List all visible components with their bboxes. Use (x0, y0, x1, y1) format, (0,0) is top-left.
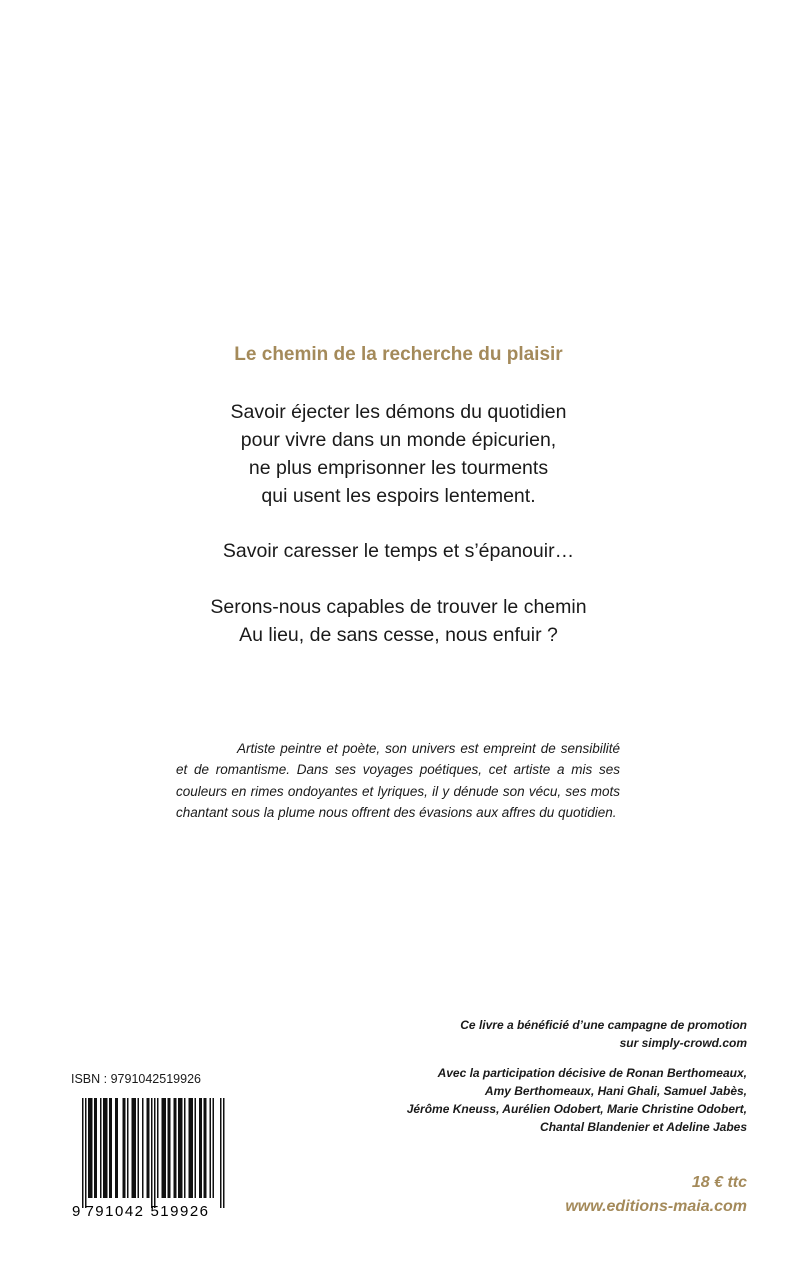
barcode-bar (91, 1098, 93, 1198)
barcode-bar (165, 1098, 167, 1198)
poem-stanza-2 (0, 537, 797, 565)
barcode-bar (192, 1098, 194, 1198)
barcode-bar (199, 1098, 201, 1198)
barcode-bar (180, 1098, 182, 1198)
barcode-bar (133, 1098, 135, 1198)
barcode-bar (178, 1098, 180, 1198)
barcode-bar (190, 1098, 192, 1198)
barcode-bar (169, 1098, 171, 1198)
barcode-bar (142, 1098, 144, 1198)
barcode-graphic (70, 1094, 230, 1220)
barcode-bar (174, 1098, 176, 1198)
barcode-bar (201, 1098, 203, 1198)
participation-line: Chantal Blandenier et Adeline Jabes (540, 1120, 747, 1134)
barcode-bar (204, 1098, 206, 1198)
barcode-bar (162, 1098, 164, 1198)
poem-stanza-1 (0, 398, 797, 510)
barcode-bar (223, 1098, 225, 1208)
poem-title: Le chemin de la recherche du plaisir (234, 344, 563, 365)
barcode-bar (124, 1098, 126, 1198)
promotion-line: sur simply-crowd.com (619, 1036, 747, 1050)
barcode-bar (147, 1098, 149, 1198)
barcode-bar (109, 1098, 111, 1198)
poem-line: qui usent les espoirs lentement. (261, 485, 536, 507)
barcode-bar (105, 1098, 107, 1198)
barcode-bar (94, 1098, 96, 1198)
barcode-bar (103, 1098, 105, 1198)
barcode-bar (106, 1098, 108, 1198)
poem-line: pour vivre dans un monde épicurien, (240, 429, 557, 451)
barcode-bar (189, 1098, 191, 1198)
poem-stanza-3 (0, 593, 797, 649)
barcode-digit-lead: 9 (72, 1203, 81, 1220)
barcode-bar (220, 1098, 222, 1208)
barcode-bar (132, 1098, 134, 1198)
poem-line: ne plus emprisonner les tourments (248, 457, 549, 479)
participation-line: Amy Berthomeaux, Hani Ghali, Samuel Jabès, (484, 1084, 747, 1098)
barcode-bar (96, 1098, 98, 1198)
participation-credits (387, 1064, 747, 1136)
barcode-digits-right: 519926 (150, 1203, 210, 1220)
promotion-note (387, 1016, 747, 1052)
promotion-line: Ce livre a bénéficié d’une campagne de promotion (460, 1018, 747, 1032)
barcode-bar (210, 1098, 212, 1198)
barcode-bar (163, 1098, 165, 1198)
barcode-bar (88, 1098, 90, 1198)
barcode-bar (138, 1098, 140, 1198)
barcode-bar (175, 1098, 177, 1198)
isbn-label: ISBN : 9791042519926 (71, 1072, 201, 1086)
barcode-bar (157, 1098, 159, 1198)
barcode-bar (111, 1098, 113, 1198)
poem-line: Savoir caresser le temps et s’épanouir… (222, 540, 575, 562)
barcode-bar (85, 1098, 87, 1208)
barcode-bar (148, 1098, 150, 1198)
barcode-bar (151, 1098, 153, 1208)
poem-line: Serons-nous capables de trouver le chemin (210, 596, 587, 618)
poem-line: Savoir éjecter les démons du quotidien (230, 401, 567, 423)
barcode-bar (100, 1098, 102, 1198)
barcode-bar (181, 1098, 183, 1198)
barcode-digits-left: 791042 (85, 1203, 145, 1220)
author-bio: Artiste peintre et poète, son univers est empreint de sensibilité et de romantisme. Dans ses voyages poétiques, cet artiste a mis ses couleurs en rimes ondoyantes et lyriques, il y dénude son vécu, ses mots chantant sous la plume nous offrent des évasions aux affres du quotidien. (176, 741, 620, 820)
barcode-bar (184, 1098, 186, 1198)
price: 18 € ttc (691, 1174, 747, 1191)
barcode-bar (82, 1098, 84, 1208)
barcode-bar (195, 1098, 197, 1198)
barcode-bar (127, 1098, 129, 1198)
barcode-bar (115, 1098, 117, 1198)
barcode-bar (90, 1098, 92, 1198)
participation-line: Jérôme Kneuss, Aurélien Odobert, Marie Christine Odobert, (406, 1102, 747, 1116)
barcode (70, 1094, 230, 1220)
barcode-bar (117, 1098, 119, 1198)
poem-line: Au lieu, de sans cesse, nous enfuir ? (239, 624, 558, 646)
participation-line: Avec la participation décisive de Ronan Berthomeaux, (437, 1066, 747, 1080)
barcode-bar (154, 1098, 156, 1208)
barcode-bar (123, 1098, 125, 1198)
barcode-bar (205, 1098, 207, 1198)
barcode-bar (135, 1098, 137, 1198)
publisher-website[interactable]: www.editions-maia.com (565, 1198, 747, 1215)
barcode-bar (213, 1098, 215, 1198)
barcode-bar (168, 1098, 170, 1198)
